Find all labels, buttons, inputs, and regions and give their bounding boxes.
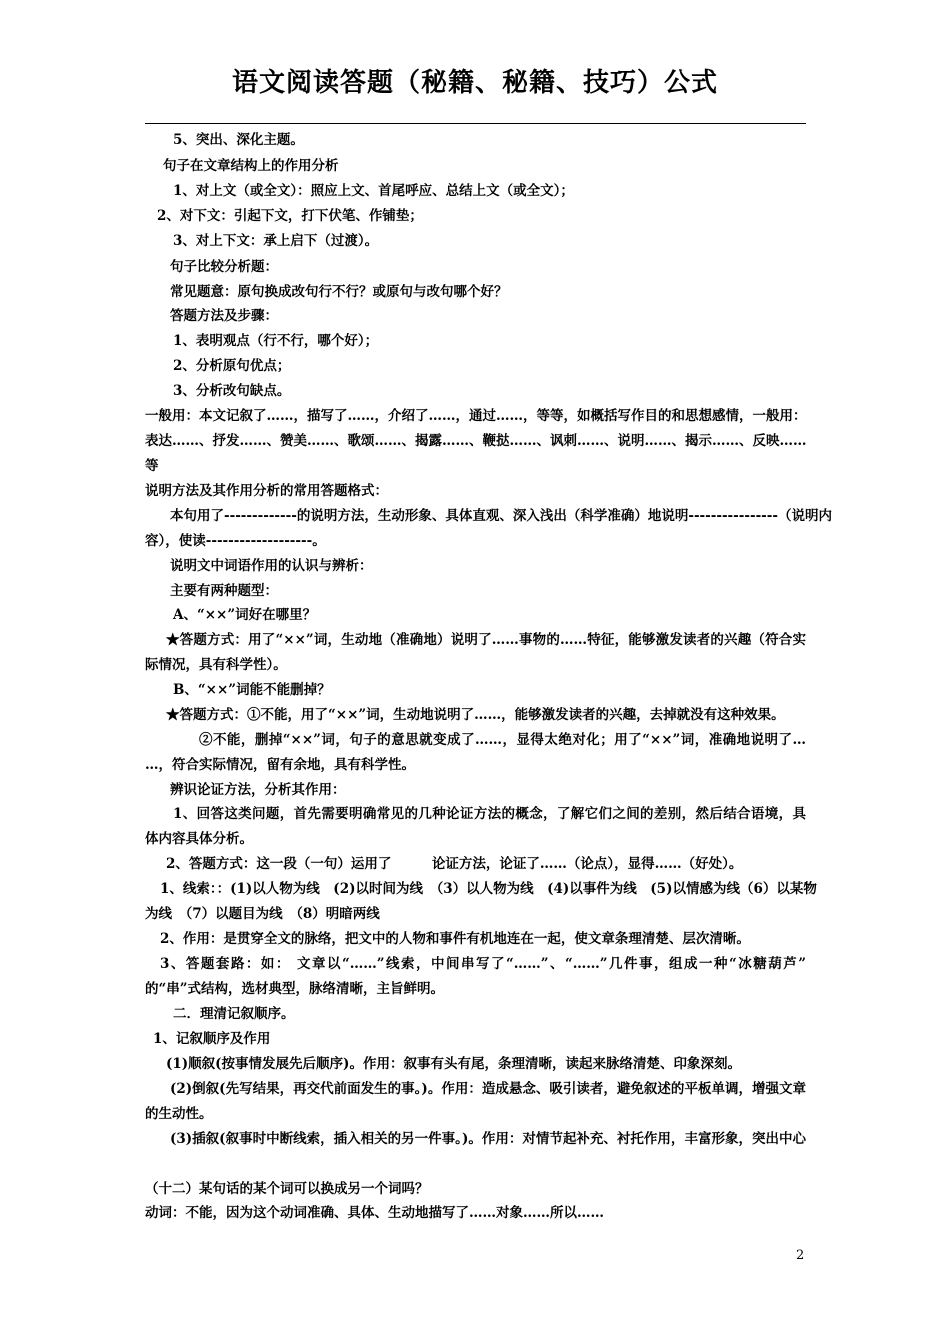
text-line: 一般用：本文记叙了……，描写了……，介绍了……，通过……，等等，如概括写作目的和思想感情，一般用： (145, 408, 807, 424)
text-line: 等 (145, 458, 159, 474)
text-line: 5、突出、深化主题。 (173, 132, 304, 148)
text-line: 主要有两种题型： (170, 583, 278, 599)
text-line: 1、表明观点（行不行，哪个好）； (173, 333, 379, 349)
text-line: 的“串”式结构，选材典型，脉络清晰，主旨鲜明。 (145, 981, 445, 997)
text-line: 二．理清记叙顺序。 (173, 1006, 295, 1022)
page-number: 2 (796, 1248, 805, 1263)
text-line: 体内容具体分析。 (145, 831, 253, 847)
document-title: 语文阅读答题（秘籍、秘籍、技巧）公式 (231, 68, 718, 98)
text-line: （十二）某句话的某个词可以换成另一个词吗？ (145, 1181, 429, 1197)
text-line: 2、对下文：引起下文，打下伏笔、作铺垫； (157, 208, 423, 224)
text-line: 容），使读-------------------。 (145, 533, 326, 549)
text-line: 1、对上文（或全文）：照应上文、首尾呼应、总结上文（或全文）； (173, 183, 574, 199)
text-line: 2、作用：是贯穿全文的脉络，把文中的人物和事件有机地连在一起，使文章条理清楚、层次清晰。 (160, 931, 750, 947)
text-line: B、“××”词能不能删掉？ (173, 682, 331, 698)
text-line: (3)插叙(叙事时中断线索，插入相关的另一件事。)。作用：对情节起补充、衬托作用，丰富形象，突出中心 (170, 1131, 806, 1147)
text-line: 3、答题套路：如： 文章以“……”线索，中间串写了“……”、“……”几件事，组成一种“冰糖葫芦” (160, 956, 806, 972)
text-line: …，符合实际情况，留有余地，具有科学性。 (145, 757, 415, 773)
text-line: 句子比较分析题： (170, 259, 278, 275)
text-line: ★答题方式：用了“××”词，生动地（准确地）说明了……事物的……特征，能够激发读者的兴趣（符合实 (166, 632, 806, 648)
text-line: 说明方法及其作用分析的常用答题格式： (145, 483, 388, 499)
text-line: 为线 （7）以题目为线 （8）明暗两线 (145, 906, 380, 922)
text-line: (2)倒叙(先写结果，再交代前面发生的事。)。作用：造成悬念、吸引读者，避免叙述的平板单调，增强文章 (170, 1081, 806, 1097)
text-line: 1、回答这类问题，首先需要明确常见的几种论证方法的概念，了解它们之间的差别，然后结合语境，具 (173, 806, 806, 822)
text-line: ★答题方式：①不能，用了“××”词，生动地说明了……，能够激发读者的兴趣，去掉就没有这种效果。 (166, 707, 785, 723)
text-line: 际情况，具有科学性）。 (145, 657, 287, 673)
text-line: 表达……、抒发……、赞美……、歌颂……、揭露……、鞭挞……、讽刺……、说明……、揭示……、反映…… (145, 433, 807, 449)
title-divider (145, 123, 806, 124)
text-line: 3、分析改句缺点。 (173, 383, 291, 399)
text-line: 的生动性。 (145, 1106, 213, 1122)
text-line: 2、分析原句优点； (173, 358, 291, 374)
text-line: 说明文中词语作用的认识与辨析： (170, 558, 373, 574)
text-line: A、“××”词好在哪里？ (173, 607, 317, 623)
text-line: (1)顺叙(按事情发展先后顺序)。作用：叙事有头有尾，条理清晰，读起来脉络清楚、印象深刻。 (166, 1056, 741, 1072)
text-line: 1、记叙顺序及作用 (153, 1031, 271, 1047)
text-line: 答题方法及步骤： (170, 308, 278, 324)
text-line: 2、答题方式：这一段（一句）运用了 论证方法，论证了……（论点），显得……（好处）。 (166, 856, 743, 872)
text-line: 本句用了-------------的说明方法，生动形象、具体直观、深入浅出（科学准确）地说明----------------（说明内 (170, 508, 832, 524)
text-line: 辨识论证方法，分析其作用： (170, 782, 346, 798)
text-line: 常见题意：原句换成改句行不行？或原句与改句哪个好？ (170, 284, 508, 300)
text-line: ②不能，删掉“××”词，句子的意思就变成了……，显得太绝对化；用了“××”词，准确地说明了… (199, 732, 806, 748)
text-line: 句子在文章结构上的作用分析 (163, 158, 339, 174)
text-line: 动词：不能，因为这个动词准确、具体、生动地描写了……对象……所以…… (145, 1205, 604, 1221)
text-line: 1、线索：：(1)以人物为线 (2)以时间为线 （3）以人物为线 (4)以事件为线 (5)以情感为线（6）以某物 (160, 881, 817, 897)
text-line: 3、对上下文：承上启下（过渡）。 (173, 233, 379, 249)
